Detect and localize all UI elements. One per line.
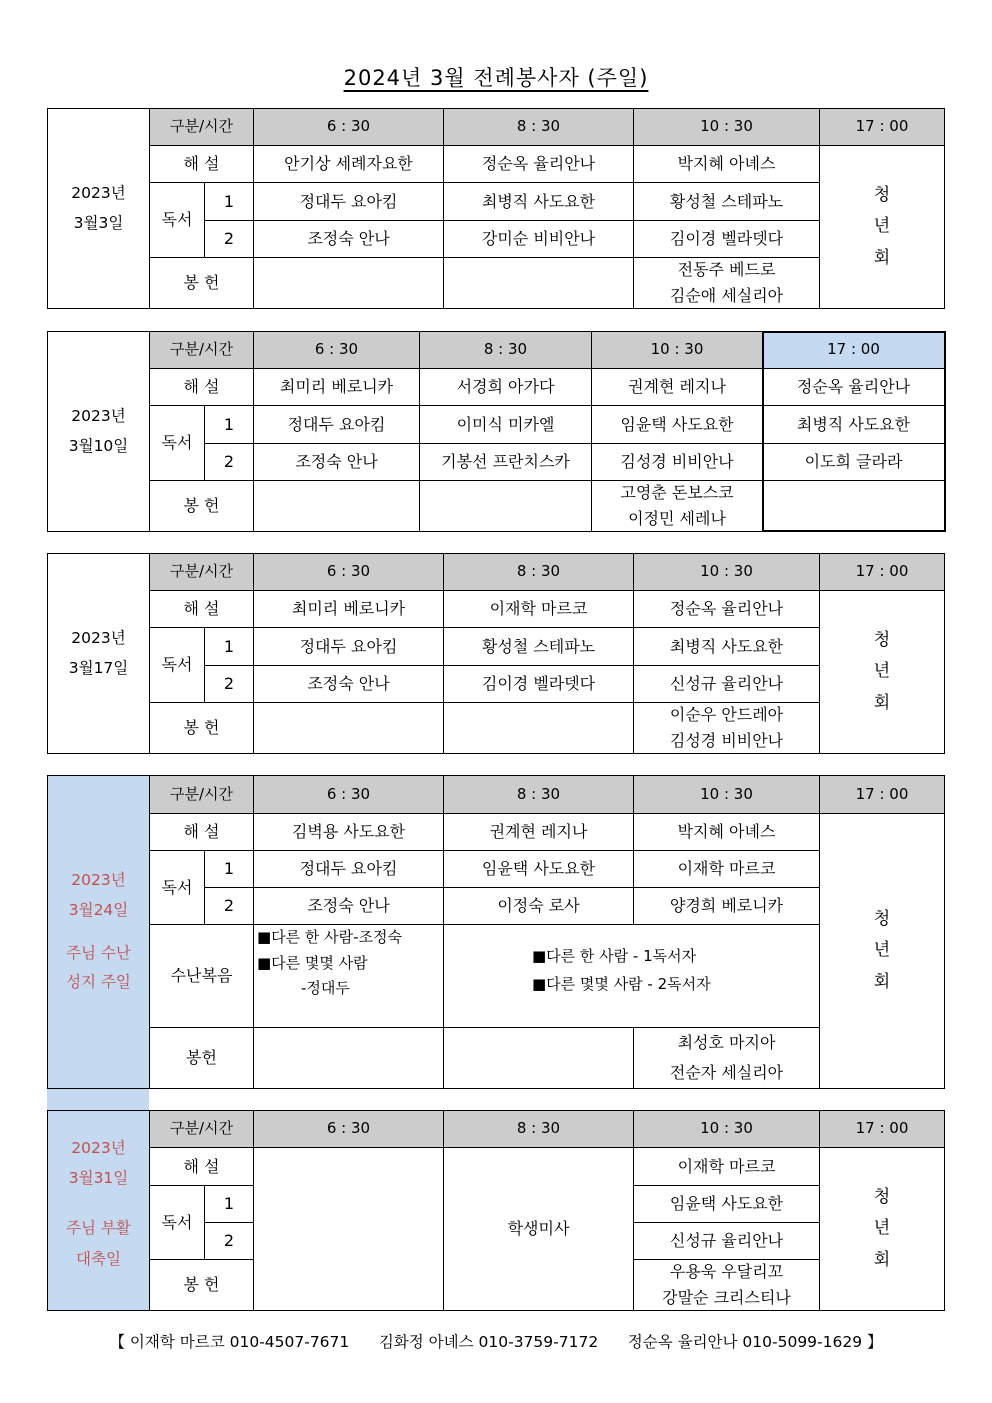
youth-char: 년 <box>873 661 891 682</box>
reading1-1030: 임윤택 사도요한 <box>591 405 763 444</box>
reading1-0830: 황성철 스테파노 <box>443 627 634 666</box>
feast-note: 주님 수난 <box>66 944 131 962</box>
passion-gospel-0630 <box>253 924 444 1028</box>
reading2-1030: 양경희 베로니카 <box>633 887 820 925</box>
reading2-1030: 김이경 벨라뎃다 <box>633 220 820 258</box>
offering-0630 <box>253 702 444 754</box>
commentary-1030: 박지혜 아녜스 <box>633 813 820 851</box>
commentary-0830: 서경희 아가다 <box>419 368 592 406</box>
passion-role: ■다른 몇몇 사람 <box>257 953 368 972</box>
passion-gospel-0830-1030 <box>443 924 820 1028</box>
youth-group-1700 <box>819 145 945 309</box>
reading1-1030: 임윤택 사도요한 <box>633 1185 820 1223</box>
header-time-1030: 10 : 30 <box>633 1110 820 1148</box>
commentary-1030: 박지혜 아녜스 <box>633 145 820 183</box>
youth-char: 청 <box>873 908 891 929</box>
youth-group-1700 <box>819 813 945 1089</box>
label-commentary: 해 설 <box>149 1147 254 1186</box>
reading2-0830: 김이경 벨라뎃다 <box>443 665 634 703</box>
reading2-0830: 강미순 비비안나 <box>443 220 634 258</box>
label-offering: 봉헌 <box>149 1027 254 1089</box>
date-cell <box>47 553 150 754</box>
youth-char: 회 <box>873 971 891 992</box>
label-commentary: 해 설 <box>149 368 254 406</box>
header-time-0630: 6 : 30 <box>253 108 444 146</box>
reading1-0630: 정대두 요아킴 <box>253 405 420 444</box>
reading1-0630: 정대두 요아킴 <box>253 182 444 221</box>
youth-char: 청 <box>873 184 891 205</box>
offering-1700 <box>762 480 945 532</box>
reading1-0630: 정대두 요아킴 <box>253 627 444 666</box>
reading1-0630: 정대두 요아킴 <box>253 850 444 888</box>
label-offering: 봉 헌 <box>149 1259 254 1311</box>
commentary-0830: 권계현 레지나 <box>443 813 634 851</box>
youth-char: 청 <box>873 1186 891 1207</box>
label-commentary: 해 설 <box>149 145 254 183</box>
reading1-1700: 최병직 사도요한 <box>762 405 945 444</box>
label-reading-1: 1 <box>204 850 254 888</box>
label-reading-1: 1 <box>204 182 254 221</box>
label-reading-2: 2 <box>204 220 254 258</box>
header-time-1030: 10 : 30 <box>591 331 763 369</box>
offering-name: 고영춘 돈보스코 <box>620 483 734 503</box>
label-offering: 봉 헌 <box>149 257 254 309</box>
reading2-1030: 신성규 율리안나 <box>633 1222 820 1260</box>
offering-name: 최성호 마지아 <box>677 1033 776 1053</box>
feast-note: 성지 주일 <box>66 973 131 992</box>
label-commentary: 해 설 <box>149 813 254 851</box>
date-year: 2023년 <box>71 1139 126 1157</box>
commentary-0630: 최미리 베로니카 <box>253 368 420 406</box>
header-category-time: 구분/시간 <box>149 331 254 369</box>
commentary-0630: 최미리 베로니카 <box>253 590 444 628</box>
date-year: 2023년 <box>71 629 126 648</box>
header-time-0630: 6 : 30 <box>253 1110 444 1148</box>
date-cell <box>47 331 150 532</box>
reading1-1030: 황성철 스테파노 <box>633 182 820 221</box>
label-reading: 독서 <box>149 1185 205 1260</box>
date-cell <box>47 775 150 1089</box>
reading2-0630: 조정숙 안나 <box>253 665 444 703</box>
date-cell <box>47 1110 150 1311</box>
reading2-0630: 조정숙 안나 <box>253 887 444 925</box>
youth-char: 년 <box>873 940 891 961</box>
student-mass-0830: 학생미사 <box>443 1147 634 1311</box>
contact-footer: 【 이재학 마르코 010-4507-7671 김화정 아녜스 010-3759-7172 정순옥 율리안나 010-5099-1629 】 <box>109 1333 883 1351</box>
header-time-0830: 8 : 30 <box>443 775 634 814</box>
offering-1030 <box>633 1027 820 1089</box>
commentary-1030: 권계현 레지나 <box>591 368 763 406</box>
reading2-1030: 김성경 비비안나 <box>591 443 763 481</box>
header-time-1700: 17 : 00 <box>819 1110 945 1148</box>
youth-char: 청 <box>873 629 891 650</box>
reading1-1030: 최병직 사도요한 <box>633 627 820 666</box>
header-time-0630: 6 : 30 <box>253 331 420 369</box>
feast-note: 대축일 <box>76 1249 121 1268</box>
date-year: 2023년 <box>71 871 126 890</box>
offering-1030 <box>633 1259 820 1311</box>
offering-0830 <box>443 702 634 754</box>
offering-name: 김성경 비비안나 <box>669 731 784 750</box>
reading2-0830: 이정숙 로사 <box>443 887 634 925</box>
label-reading-2: 2 <box>204 665 254 703</box>
reading1-1030: 이재학 마르코 <box>633 850 820 888</box>
header-time-1030: 10 : 30 <box>633 775 820 814</box>
date-day: 3월10일 <box>68 436 129 455</box>
header-category-time: 구분/시간 <box>149 1110 254 1148</box>
passion-role: ■다른 한 사람-조정숙 <box>257 928 403 946</box>
date-cell <box>47 108 150 309</box>
offering-name: 전순자 세실리아 <box>669 1063 784 1082</box>
offering-name: 우용욱 우달리꼬 <box>669 1262 784 1282</box>
date-day: 3월24일 <box>68 900 129 919</box>
youth-char: 회 <box>873 247 891 268</box>
page-title: 2024년 3월 전례봉사자 (주일) <box>343 66 649 90</box>
label-offering: 봉 헌 <box>149 702 254 754</box>
date-year: 2023년 <box>71 184 126 203</box>
header-time-0830: 8 : 30 <box>443 108 634 146</box>
offering-name: 김순애 세실리아 <box>669 286 784 305</box>
header-category-time: 구분/시간 <box>149 553 254 591</box>
commentary-0830: 이재학 마르코 <box>443 590 634 628</box>
reading2-0630: 조정숙 안나 <box>253 443 420 481</box>
label-reading-1: 1 <box>204 1185 254 1223</box>
passion-role: -정대두 <box>301 979 350 997</box>
commentary-1700: 정순옥 율리안나 <box>762 368 945 406</box>
label-reading: 독서 <box>149 405 205 481</box>
passion-role: ■다른 몇몇 사람 - 2독서자 <box>532 974 711 993</box>
label-reading: 독서 <box>149 182 205 258</box>
label-offering: 봉 헌 <box>149 480 254 532</box>
reading2-0830: 기봉선 프란치스카 <box>419 443 592 481</box>
header-category-time: 구분/시간 <box>149 108 254 146</box>
commentary-0830: 정순옥 율리안나 <box>443 145 634 183</box>
header-time-0630: 6 : 30 <box>253 553 444 591</box>
offering-name: 이순우 안드레아 <box>669 705 784 725</box>
label-reading-1: 1 <box>204 627 254 666</box>
offering-0630 <box>253 1027 444 1089</box>
label-commentary: 해 설 <box>149 590 254 628</box>
reading2-0630: 조정숙 안나 <box>253 220 444 258</box>
commentary-0630: 안기상 세례자요한 <box>253 145 444 183</box>
header-time-1700: 17 : 00 <box>762 331 945 369</box>
offering-name: 전동주 베드로 <box>677 260 776 280</box>
label-reading-2: 2 <box>204 443 254 481</box>
commentary-1030: 이재학 마르코 <box>633 1147 820 1186</box>
offering-name: 이정민 세레나 <box>628 509 726 528</box>
reading1-0830: 임윤택 사도요한 <box>443 850 634 888</box>
header-time-1030: 10 : 30 <box>633 553 820 591</box>
reading1-0830: 최병직 사도요한 <box>443 182 634 221</box>
commentary-1030: 정순옥 율리안나 <box>633 590 820 628</box>
header-time-0830: 8 : 30 <box>419 331 592 369</box>
youth-char: 년 <box>873 1218 891 1239</box>
passion-role: ■다른 한 사람 - 1독서자 <box>532 947 697 965</box>
date-day: 3월17일 <box>68 658 129 677</box>
label-reading: 독서 <box>149 850 205 925</box>
label-passion-gospel: 수난복음 <box>149 924 254 1028</box>
header-category-time: 구분/시간 <box>149 775 254 814</box>
youth-char: 회 <box>873 692 891 713</box>
reading2-1030: 신성규 율리안나 <box>633 665 820 703</box>
offering-0830 <box>443 1027 634 1089</box>
header-time-0630: 6 : 30 <box>253 775 444 814</box>
date-day: 3월31일 <box>68 1169 129 1188</box>
highlight-gap <box>47 1088 149 1111</box>
header-time-1700: 17 : 00 <box>819 775 945 814</box>
offering-0830 <box>419 480 592 532</box>
offering-1030 <box>633 702 820 754</box>
label-reading-2: 2 <box>204 887 254 925</box>
youth-group-1700 <box>819 590 945 754</box>
header-time-1700: 17 : 00 <box>819 553 945 591</box>
offering-1030 <box>591 480 763 532</box>
offering-0630 <box>253 480 420 532</box>
empty-0630 <box>253 1147 444 1311</box>
header-time-0830: 8 : 30 <box>443 553 634 591</box>
label-reading-2: 2 <box>204 1222 254 1260</box>
offering-0630 <box>253 257 444 309</box>
header-time-1030: 10 : 30 <box>633 108 820 146</box>
reading1-0830: 이미식 미카엘 <box>419 405 592 444</box>
commentary-0630: 김벽용 사도요한 <box>253 813 444 851</box>
offering-0830 <box>443 257 634 309</box>
date-day: 3월3일 <box>73 213 124 232</box>
date-year: 2023년 <box>71 407 126 426</box>
reading2-1700: 이도희 글라라 <box>762 443 945 481</box>
label-reading: 독서 <box>149 627 205 703</box>
header-time-1700: 17 : 00 <box>819 108 945 146</box>
feast-note: 주님 부활 <box>66 1219 131 1238</box>
youth-group-1700 <box>819 1147 945 1311</box>
offering-1030 <box>633 257 820 309</box>
offering-name: 강말순 크리스티나 <box>662 1288 791 1307</box>
header-time-0830: 8 : 30 <box>443 1110 634 1148</box>
youth-char: 회 <box>873 1249 891 1270</box>
label-reading-1: 1 <box>204 405 254 444</box>
youth-char: 년 <box>873 216 891 237</box>
